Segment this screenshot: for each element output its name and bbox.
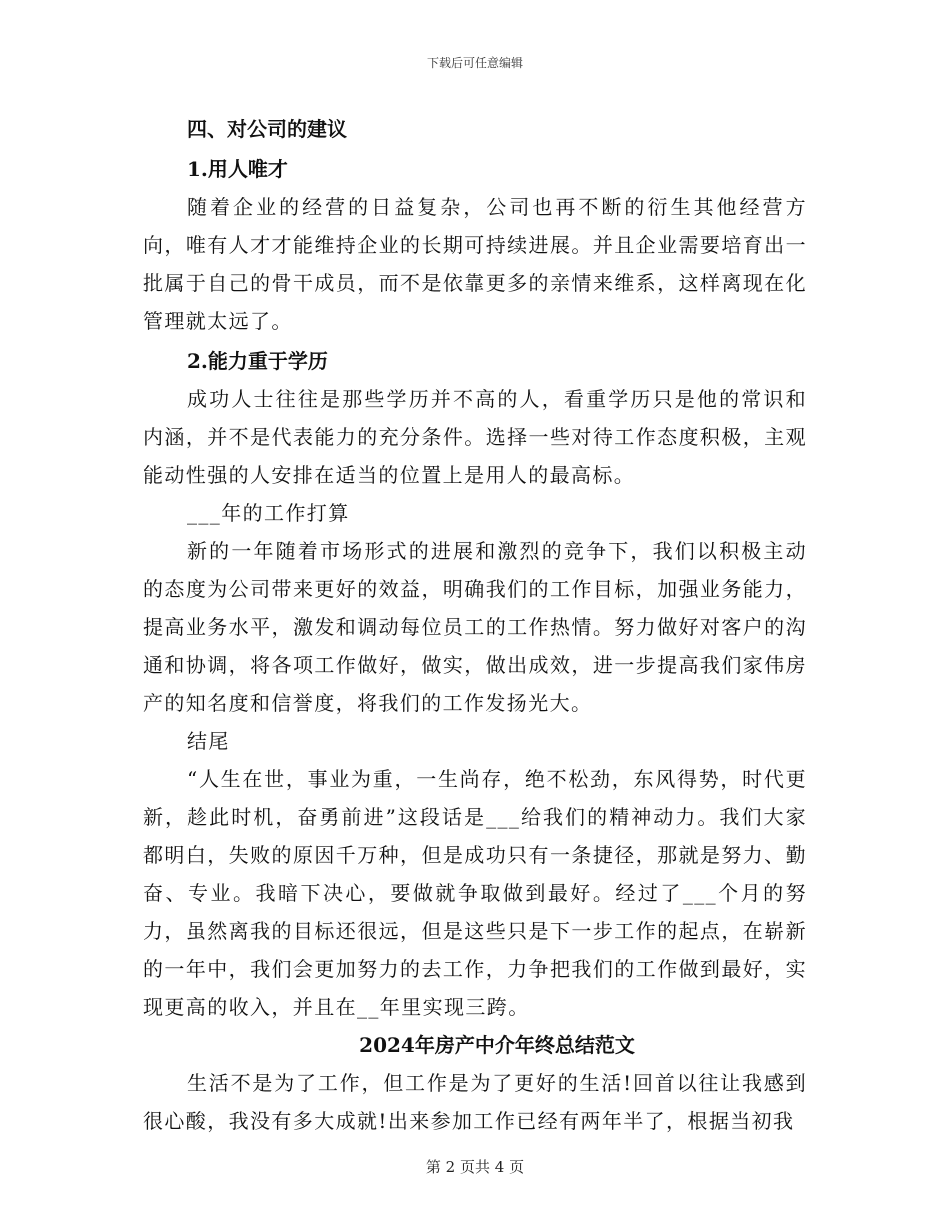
label-ending: 结尾 — [187, 729, 230, 753]
section-heading-suggestions: 四、对公司的建议 — [187, 117, 347, 141]
page-footer: 第 2 页共 4 页 — [425, 1158, 525, 1176]
document-body — [143, 108, 807, 1140]
subheading-talent: 1.用人唯才 — [187, 157, 288, 181]
document-title: 2024年房产中介年终总结范文 — [359, 1033, 635, 1057]
paragraph-talent: 随着企业的经营的日益复杂，公司也再不断的衍生其他经营方向，唯有人才才能维持企业的长期可持续进展。并且企业需要培育出一批属于自己的骨干成员，而不是依靠更多的亲情来维系，这样离现在化管理就太远了。 — [143, 195, 807, 333]
page-header: 下载后可任意编辑 — [426, 56, 523, 70]
paragraph-work-plan: 新的一年随着市场形式的进展和激烈的竞争下，我们以积极主动的态度为公司带来更好的效益，明确我们的工作目标，加强业务能力，提高业务水平，激发和调动每位员工的工作热情。努力做好对客户的沟通和协调，将各项工作做好，做实，做出成效，进一步提高我们家伟房产的知名度和信誉度，将我们的工作发扬光大。 — [143, 539, 807, 715]
label-work-plan: ___年的工作打算 — [187, 501, 350, 525]
paragraph-final: 生活不是为了工作，但工作是为了更好的生活!回首以往让我感到很心酸，我没有多大成就!出来参加工作已经有两年半了，根据当初我 — [143, 1071, 807, 1133]
subheading-ability: 2.能力重于学历 — [187, 349, 328, 373]
paragraph-ability: 成功人士往往是那些学历并不高的人，看重学历只是他的常识和内涵，并不是代表能力的充分条件。选择一些对待工作态度积极，主观能动性强的人安排在适当的位置上是用人的最高标。 — [143, 387, 807, 487]
paragraph-ending: “人生在世，事业为重，一生尚存，绝不松劲，东风得势，时代更新，趁此时机，奋勇前进”这段话是___给我们的精神动力。我们大家都明白，失败的原因千万种，但是成功只有一条捷径，那就是努力、勤奋、专业。我暗下决心，要做就争取做到最好。经过了___个月的努力，虽然离我的目标还很远，但是这些只是下一步工作的起点，在崭新的一年中，我们会更加努力的去工作，力争把我们的工作做到最好，实现更高的收入，并且在__年里实现三跨。 — [143, 767, 807, 1019]
